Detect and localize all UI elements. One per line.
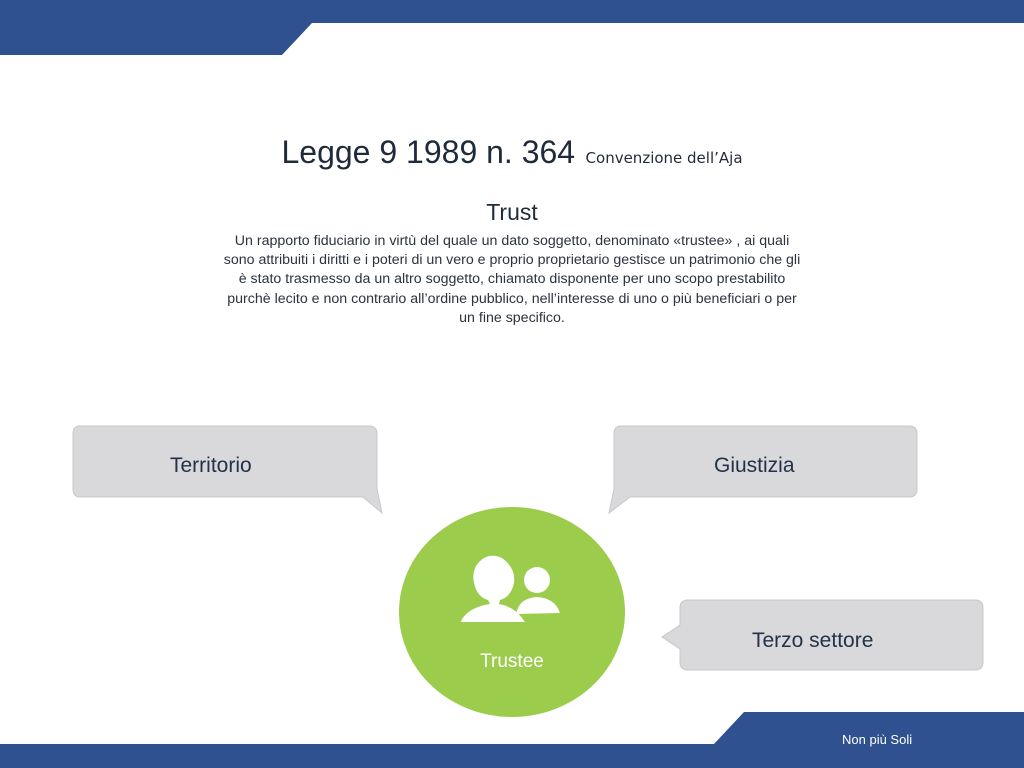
top-banner [0,0,1024,56]
bubble-label-terzo-settore: Terzo settore [752,629,874,652]
bubble-label-giustizia: Giustizia [714,454,795,477]
trust-definition [182,232,842,328]
bubble-territorio [72,425,384,515]
footer-text: Non più Soli [842,732,913,747]
title-main: Legge 9 1989 n. 364 [281,134,576,170]
bubble-terzo-settore [660,599,986,675]
trustee-label: Trustee [480,651,544,672]
bubble-giustizia [606,425,920,515]
slide-title [0,134,1024,171]
trust-line: è stato trasmesso da un altro soggetto, chiamato disponente per uno scopo prestabilito [238,271,786,288]
title-subtitle: Convenzione dell’Aja [585,149,743,167]
trust-line: purchè lecito e non contrario all’ordine pubblico, nell’interesse di uno o più beneficiari o per [227,290,797,307]
bubble-label-territorio: Territorio [170,454,252,477]
trustee-circle [398,506,626,718]
trust-line: Un rapporto fiduciario in virtù del quale un dato soggetto, denominato «trustee» , ai quali [234,233,790,249]
trust-line: sono attribuiti i diritti e i poteri di un vero e proprio proprietario gestisce un patrimonio che gli [223,252,801,269]
trust-heading: Trust [486,199,538,225]
trust-line: un fine specifico. [459,309,565,326]
